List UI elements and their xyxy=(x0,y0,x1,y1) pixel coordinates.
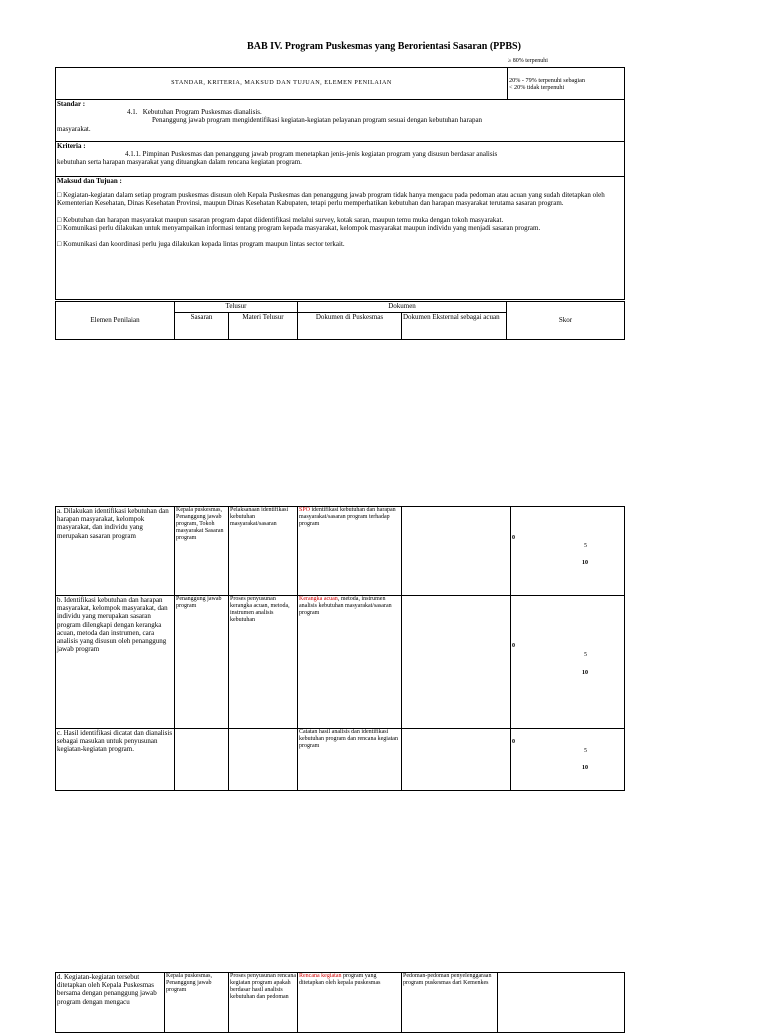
table-row xyxy=(56,596,625,729)
standar-section xyxy=(56,100,625,142)
standar-line2: Penanggung jawab program mengidentifikasi kegiatan-kegiatan pelayanan program sesuai dengan kebutuhan harapan xyxy=(152,116,483,125)
row-b-dokumen xyxy=(298,596,402,729)
kriteria-section xyxy=(56,142,625,177)
maksud-p1: Kegiatan-kegiatan dalam setiap program puskesmas disusun oleh Kepala Puskesmas dan penanggung jawab program tidak hanya mengacu pada pedoman atau acuan yang sudah ditetapkan oleh Kementerian Kesehatan, Dinas Kesehatan Provinsi, maupun Dinas Kesehatan Kabupaten, tetapi perlu memperhatikan kebutuhan dan harapan masyarakat terutama sasaran program. xyxy=(57,191,605,208)
row-b-dok-red: Kerangka acuan xyxy=(299,596,338,602)
row-c-sasaran xyxy=(175,729,229,791)
elements-table-1 xyxy=(55,506,625,791)
col-sasaran: Sasaran xyxy=(175,313,229,340)
col-materi: Materi Telusur xyxy=(229,313,298,340)
row-b-dok-rest: , metoda, instrumen analisis kebutuhan masyarakat/sasaran program xyxy=(299,596,392,616)
row-b-sasaran: Penanggung jawab program xyxy=(175,596,229,729)
row-a-dokumen xyxy=(298,507,402,596)
standar-label: Standar : xyxy=(57,100,86,108)
column-header-table xyxy=(55,301,625,340)
row-c-elemen: c. Hasil identifikasi dicatat dan dianalisis sebagai masukan untuk penyusunan kegiatan-kegiatan program. xyxy=(56,729,175,791)
row-c-eksternal xyxy=(402,729,511,791)
maksud-p4: Komunikasi dan koordinasi perlu juga dilakukan kepada lintas program maupun lintas sector terkait. xyxy=(62,240,345,249)
row-d-dok-rest: program yang ditetapkan oleh kepala puskesmas xyxy=(299,973,381,986)
maksud-label: Maksud dan Tujuan : xyxy=(57,177,122,185)
standar-number: 4.1. xyxy=(127,108,138,117)
standard-table xyxy=(55,67,625,300)
row-c-score-0: 0 xyxy=(512,739,515,745)
row-c-skor xyxy=(511,729,625,791)
row-a-sasaran: Kepala puskesmas, Penanggung jawab program, Tokoh masyarakat Sasaran program xyxy=(175,507,229,596)
row-b-eksternal xyxy=(402,596,511,729)
row-a-score-5: 5 xyxy=(584,543,587,549)
legend-partial: 20% - 79% terpenuhi sebagian xyxy=(509,76,585,84)
row-c-dokumen xyxy=(298,729,402,791)
row-a-dok-red: SPO xyxy=(299,507,311,513)
legend-full: ≥ 80% terpenuhi xyxy=(508,58,548,64)
row-b-skor xyxy=(511,596,625,729)
row-a-dok-rest: identifikasi kebutuhan dan harapan masyarakat/sasaran program terhadap program xyxy=(299,507,396,527)
row-b-score-10: 10 xyxy=(582,670,588,676)
row-d-sasaran: Kepala puskesmas, Penanggung jawab program xyxy=(165,973,229,1033)
col-telusur: Telusur xyxy=(175,302,298,313)
header-cell xyxy=(56,68,508,100)
row-c-dok-rest: Catatan hasil analisis dan identifikasi kebutuhan program dan rencana kegiatan program xyxy=(299,729,398,749)
header-label: STANDAR, KRITERIA, MAKSUD DAN TUJUAN, ELEMEN PENILAIAN xyxy=(171,79,392,87)
legend-none: < 20% tidak terpenuhi xyxy=(509,83,565,91)
maksud-p2: Kebutuhan dan harapan masyarakat maupun sasaran program dapat diidentifikasi melalui survey, kotak saran, maupun temu muka dengan tokoh masyarakat. xyxy=(62,215,504,224)
table-row xyxy=(56,729,625,791)
row-a-score-10: 10 xyxy=(582,560,588,566)
col-skor: Skor xyxy=(507,302,625,340)
row-b-score-0: 0 xyxy=(512,643,515,649)
row-b-elemen: b. Identifikasi kebutuhan dan harapan masyarakat, kelompok masyarakat, dan individu yang merupakan sasaran program dilengkapi dengan kerangka acuan, metoda dan instrumen, cara analisis yang disusun oleh penanggung jawab program xyxy=(56,596,175,729)
row-d-eksternal: Pedoman-pedoman penyelenggaraan program puskesmas dari Kemenkes xyxy=(402,973,498,1033)
row-a-elemen: a. Dilakukan identifikasi kebutuhan dan harapan masyarakat, kelompok masyarakat, dan individu yang merupakan sasaran program xyxy=(56,507,175,596)
kriteria-line2: kebutuhan serta harapan masyarakat yang dituangkan dalam rencana kegiatan program. xyxy=(57,158,302,167)
row-c-score-10: 10 xyxy=(582,765,588,771)
row-c-score-5: 5 xyxy=(584,748,587,754)
col-dok-puskesmas: Dokumen di Puskesmas xyxy=(298,313,402,340)
kriteria-label: Kriteria : xyxy=(57,142,86,150)
col-elemen: Elemen Penilaian xyxy=(56,302,175,340)
maksud-p3: Komunikasi perlu dilakukan untuk menyampaikan informasi tentang program kepada masyarakat, kelompok masyarakat maupun individu yang menjadi sasaran program. xyxy=(62,223,541,232)
page-title: BAB IV. Program Puskesmas yang Berorientasi Sasaran (PPBS) xyxy=(247,41,521,52)
table-row xyxy=(56,507,625,596)
row-a-materi: Pelaksanaan identifikasi kebutuhan masyarakat/sasaran xyxy=(229,507,298,596)
row-a-eksternal xyxy=(402,507,511,596)
row-b-materi: Proses penyusunan kerangka acuan, metoda, instrumen analisis kebutuhan xyxy=(229,596,298,729)
standar-line1: Kebutuhan Program Puskesmas dianalisis. xyxy=(142,108,262,117)
row-b-score-5: 5 xyxy=(584,652,587,658)
kriteria-line1: 4.1.1. Pimpinan Puskesmas dan penanggung jawab program menetapkan jenis-jenis kegiatan program yang disusun berdasar analisis xyxy=(125,150,498,159)
row-a-skor xyxy=(511,507,625,596)
legend-cell xyxy=(508,68,625,100)
row-a-score-0: 0 xyxy=(512,535,515,541)
col-dokumen: Dokumen xyxy=(298,302,507,313)
standar-line3: masyarakat. xyxy=(57,124,91,133)
row-d-dok-red: Rencana kegiatan xyxy=(299,973,342,979)
row-c-materi xyxy=(229,729,298,791)
row-d-materi: Proses penyusunan rencana kegiatan program apakah berdasar hasil analisis kebutuhan dan pedoman xyxy=(229,973,298,1033)
row-d-elemen: d. Kegiatan-kegiatan tersebut ditetapkan oleh Kepala Puskesmas bersama dengan penanggung jawab program dengan mengacu xyxy=(56,973,165,1033)
maksud-section: Maksud dan Tujuan : □ Kegiatan-kegiatan dalam setiap program puskesmas disusun oleh Kepala Puskesmas dan penanggung jawab program tidak hanya mengacu pada pedoman atau acuan yang sudah ditetapkan oleh Kementerian Kesehatan, Dinas Kesehatan Provinsi, maupun Dinas Kesehatan Kabupaten, tetapi perlu memperhatikan kebutuhan dan harapan masyarakat terutama sasaran program. □ Kebutuhan dan harapan masyarakat maupun sasaran program dapat diidentifikasi melalui survey, kotak saran, maupun temu muka dengan tokoh masyarakat. □ Komunikasi perlu dilakukan untuk menyampaikan informasi tentang program kepada masyarakat, kelompok masyarakat maupun individu yang menjadi sasaran program. □ Komunikasi dan koordinasi perlu juga dilakukan kepada lintas program maupun lintas sector terkait. xyxy=(56,177,625,300)
col-dok-eksternal: Dokumen Eksternal sebagai acuan xyxy=(402,313,507,340)
